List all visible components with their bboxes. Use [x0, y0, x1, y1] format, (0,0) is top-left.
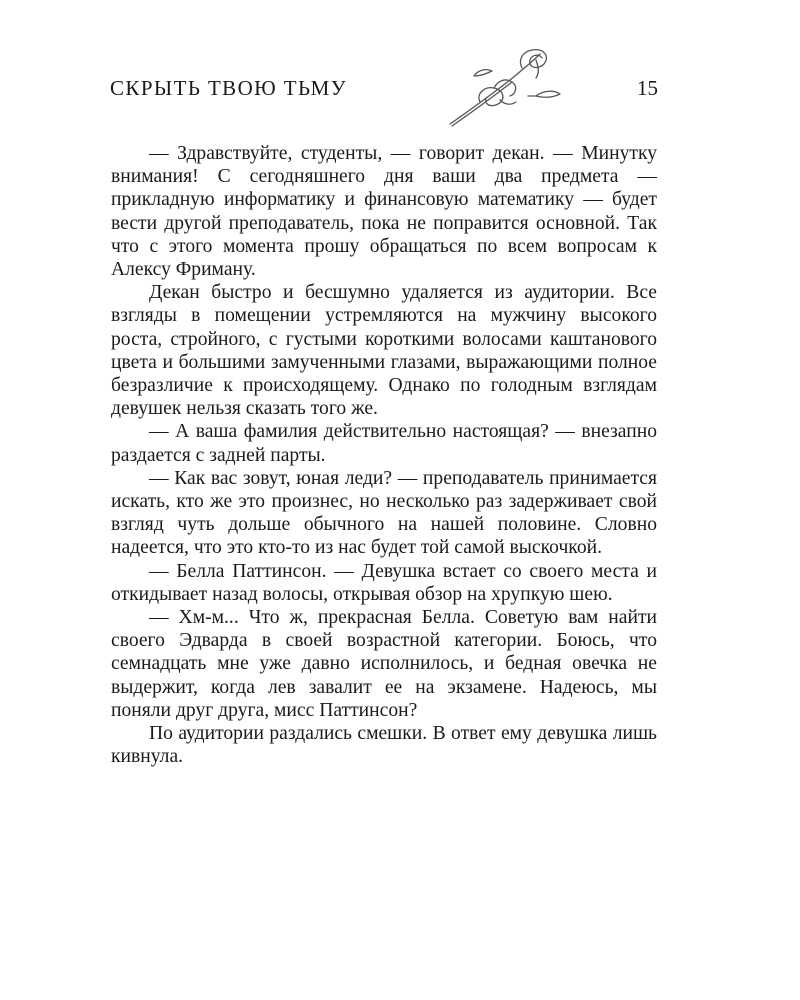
paragraph: — Как вас зовут, юная леди? — преподаватель принимается искать, кто же это произнес, но несколько раз задерживает свой взгляд чуть дольше обычного на нашей половине. Словно надеется, что это кто-то из нас будет той самой выскочкой.: [111, 467, 657, 559]
paragraph: По аудитории раздались смешки. В ответ ему девушка лишь кивнула.: [111, 723, 657, 768]
paragraph: — Белла Паттинсон. — Девушка встает со своего места и откидывает назад волосы, открывая обзор на хрупкую шею.: [111, 560, 657, 605]
paragraph: — А ваша фамилия действительно настоящая? — внезапно раздается с задней парты.: [111, 421, 657, 466]
page-number: 15: [637, 76, 658, 100]
paragraph: — Здравствуйте, студенты, — говорит декан. — Минутку внимания! С сегодняшнего дня ваши два предмета — прикладную информатику и финансовую математику — будет вести другой преподаватель, пока не поправится основной. Так что с этого момента прошу обращаться по всем вопросам к Алексу Фриману.: [111, 143, 657, 281]
body-text: [111, 142, 657, 768]
flourish-ornament-icon: [440, 38, 580, 138]
paragraph: Декан быстро и бесшумно удаляется из аудитории. Все взгляды в помещении устремляются на мужчину высокого роста, стройного, с густыми короткими волосами каштанового цвета и большими замученными глазами, выражающими полное безразличие к происходящему. Однако по голодным взглядам девушек нельзя сказать того же.: [111, 282, 657, 420]
running-head: СКРЫТЬ ТВОЮ ТЬМУ: [110, 76, 347, 100]
paragraph: — Хм-м... Что ж, прекрасная Белла. Советую вам найти своего Эдварда в своей возрастной категории. Боюсь, что семнадцать мне уже давно исполнилось, и бедная овечка не выдержит, когда лев завалит ее на экзамене. Надеюсь, мы поняли друг друга, мисс Паттинсон?: [111, 607, 657, 721]
